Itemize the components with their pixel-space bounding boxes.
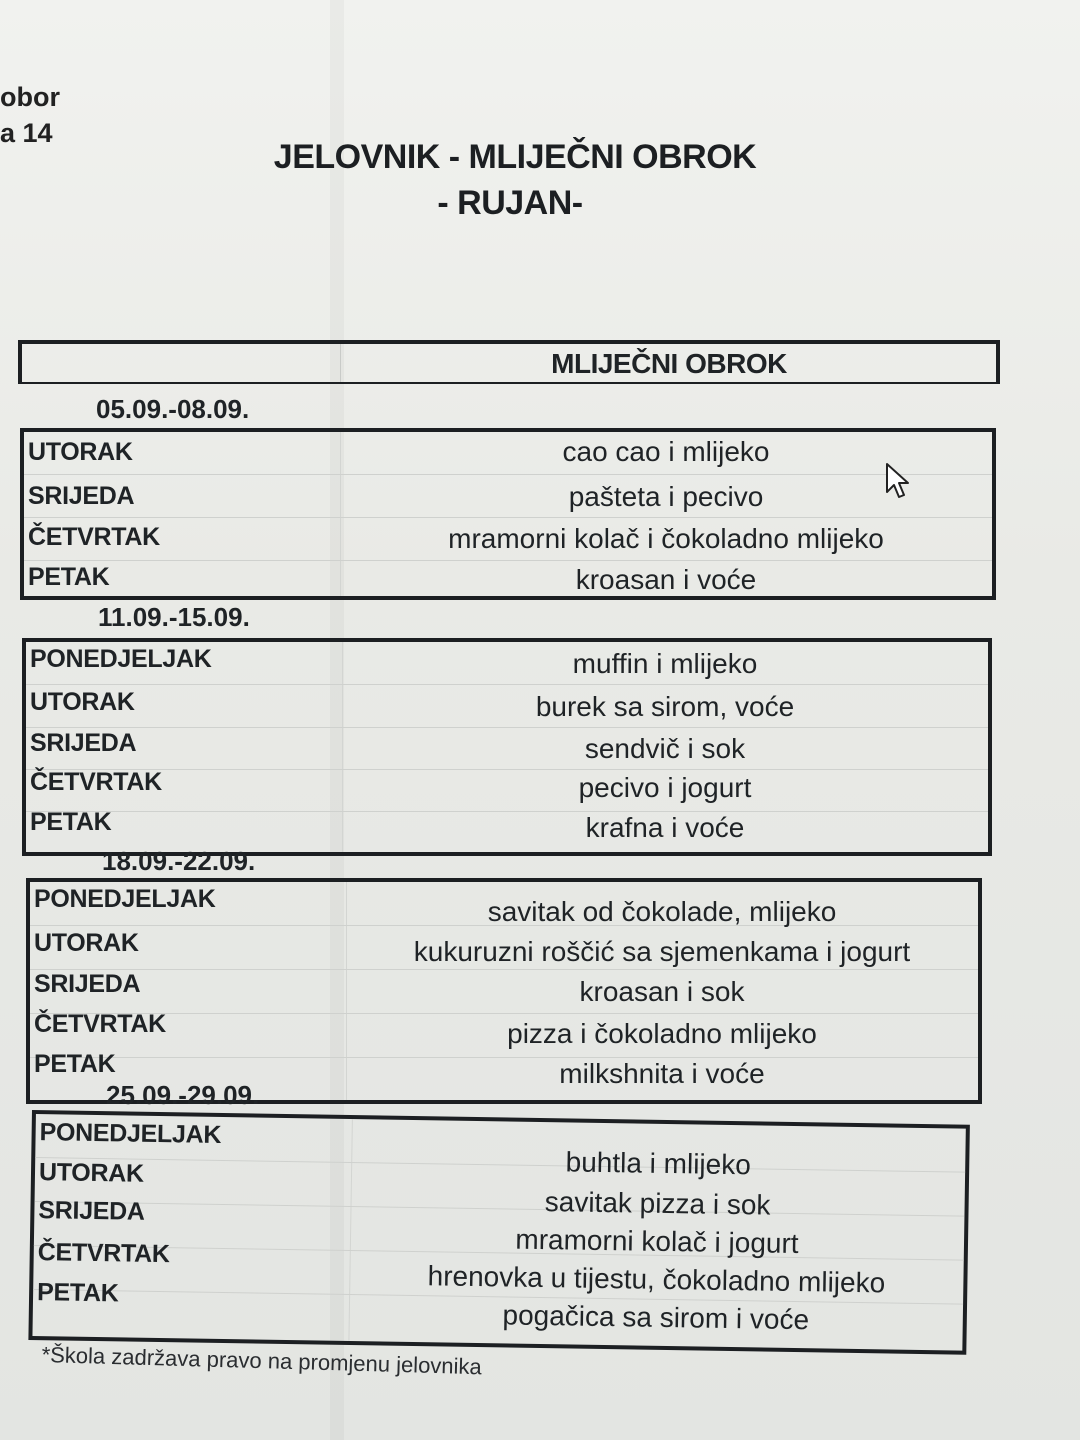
meal-text: krafna i voće	[585, 812, 745, 843]
day-label: PETAK	[34, 1050, 116, 1078]
meal-text: kukuruzni roščić sa sjemenkama i jogurt	[413, 936, 911, 967]
week-table	[28, 1110, 969, 1355]
table-row	[24, 561, 992, 600]
meal-text: mramorni kolač i čokoladno mlijeko	[448, 523, 884, 554]
meal-text: savitak pizza i sok	[544, 1186, 771, 1221]
week-dates: 18.09.-22.09.	[102, 846, 256, 876]
table-row	[30, 970, 978, 1014]
day-label: PETAK	[30, 808, 112, 836]
day-label: PETAK	[28, 563, 110, 591]
meal-text: pizza i čokoladno mlijeko	[507, 1018, 817, 1049]
day-label: PETAK	[36, 1278, 119, 1308]
week-dates: 25.09.-29.09.	[106, 1080, 260, 1110]
day-label: UTORAK	[28, 438, 133, 466]
table-row	[24, 475, 992, 518]
column-header-label: MLIJEČNI OBROK	[551, 348, 787, 379]
meal-text: muffin i mlijeko	[572, 648, 758, 679]
meal-text: kroasan i sok	[579, 976, 745, 1007]
week-dates: 11.09.-15.09.	[98, 602, 250, 632]
week-table	[22, 638, 992, 856]
meal-text: hrenovka u tijestu, čokoladno mlijeko	[427, 1260, 886, 1299]
table-row	[24, 518, 992, 561]
table-row	[30, 882, 978, 926]
meal-text: mramorni kolač i jogurt	[515, 1223, 799, 1260]
column-divider	[340, 344, 341, 382]
table-header	[18, 340, 1000, 384]
day-label: ČETVRTAK	[37, 1238, 170, 1269]
day-label: SRIJEDA	[30, 729, 137, 757]
meal-text: pašteta i pecivo	[568, 481, 764, 512]
school-name-fragment: obor	[0, 82, 60, 112]
page-title: JELOVNIK - MLIJEČNI OBROK	[273, 138, 757, 176]
day-label: ČETVRTAK	[30, 768, 162, 796]
meal-text: savitak od čokolade, mlijeko	[487, 896, 837, 927]
table-row	[24, 432, 992, 475]
day-label: ČETVRTAK	[28, 523, 160, 551]
day-label: PONEDJELJAK	[34, 885, 216, 913]
day-label: SRIJEDA	[34, 970, 141, 998]
page-subtitle: - RUJAN-	[437, 184, 583, 222]
table-row	[30, 1010, 978, 1058]
table-row	[30, 926, 978, 970]
table-row	[26, 685, 988, 728]
meal-text: pogačica sa sirom i voće	[502, 1299, 810, 1336]
meal-text: burek sa sirom, voće	[535, 691, 795, 722]
table-row	[26, 642, 988, 685]
table-row	[26, 728, 988, 770]
week-table	[20, 428, 996, 600]
table-row	[26, 770, 988, 812]
mouse-pointer-icon	[884, 462, 910, 502]
meal-text: sendvič i sok	[584, 733, 746, 764]
meal-text: milkshnita i voće	[559, 1058, 765, 1089]
meal-text: buhtla i mlijeko	[565, 1146, 752, 1181]
day-label: SRIJEDA	[28, 482, 135, 510]
meal-text: pecivo i jogurt	[578, 772, 752, 803]
day-label: SRIJEDA	[38, 1196, 145, 1226]
footnote: *Škola zadržava pravo na promjenu jelovnika	[41, 1342, 483, 1380]
meal-text: cao cao i mlijeko	[562, 436, 770, 467]
day-label: ČETVRTAK	[34, 1010, 166, 1038]
school-address-fragment: a 14	[0, 118, 53, 148]
day-label: PONEDJELJAK	[39, 1118, 222, 1149]
day-label: PONEDJELJAK	[30, 645, 212, 673]
week-dates: 05.09.-08.09.	[96, 394, 250, 424]
day-label: UTORAK	[30, 688, 135, 716]
meal-text: kroasan i voće	[575, 564, 757, 595]
week-table	[26, 878, 982, 1104]
day-label: UTORAK	[34, 929, 139, 957]
day-label: UTORAK	[38, 1158, 144, 1188]
